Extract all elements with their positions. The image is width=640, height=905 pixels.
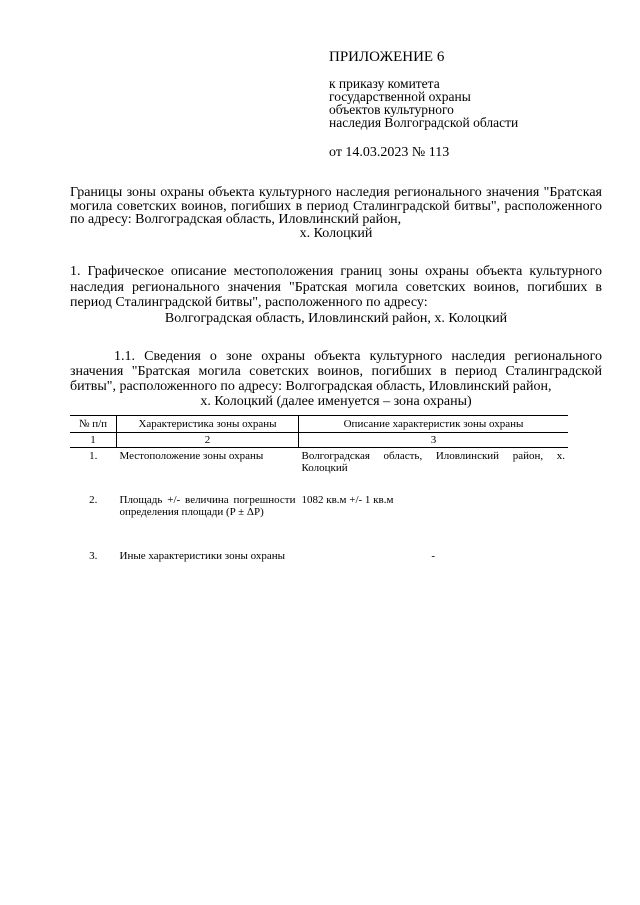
row-characteristic: Площадь +/- величина погрешности определения площади (P ± ΔP) (119, 494, 296, 518)
row-number: 2. (89, 494, 98, 506)
row-characteristic: Местоположение зоны охраны (119, 450, 264, 462)
row-description: 1082 кв.м +/- 1 кв.м (301, 494, 394, 506)
appendix-date: от 14.03.2023 № 113 (329, 145, 450, 160)
table-header-row (70, 416, 568, 433)
table-row (70, 448, 568, 493)
appendix-line: наследия Волгоградской области (329, 115, 519, 130)
table-row (70, 548, 568, 564)
section-1 (70, 264, 602, 326)
section-1-1 (70, 349, 602, 409)
row-description: Волгоградская область, Иловлинский район, х. Колоцкий (301, 450, 565, 474)
zone-table (70, 415, 568, 564)
row-number: 3. (89, 550, 98, 562)
table-column-numbers-row (70, 433, 568, 448)
document-heading (70, 186, 602, 240)
table-row (70, 492, 568, 548)
appendix-line: к приказу комитета (329, 76, 440, 91)
appendix-block (329, 50, 518, 160)
column-number: 1 (70, 433, 117, 448)
heading-last-line: х. Колоцкий (299, 225, 373, 241)
header-characteristic: Характеристика зоны охраны (117, 416, 299, 433)
row-characteristic: Иные характеристики зоны охраны (119, 550, 285, 562)
section-1-1-text: 1.1. Сведения о зоне охраны объекта культурного наследия регионального значения "Братская могила советских воинов, погибших в период Сталинградской битвы", расположенного по адресу: Волгоградская область, Иловлинский район, (70, 349, 602, 394)
header-number: № п/п (70, 416, 117, 433)
section-1-last-line: Волгоградская область, Иловлинский район, х. Колоцкий (164, 310, 508, 326)
row-number: 1. (89, 450, 98, 462)
column-number: 2 (117, 433, 299, 448)
column-number: 3 (299, 433, 569, 448)
row-description: - (431, 550, 436, 562)
header-description: Описание характеристик зоны охраны (343, 418, 524, 430)
appendix-line: государственной охраны (329, 89, 471, 104)
heading-text: Границы зоны охраны объекта культурного наследия регионального значения "Братская могила советских воинов, погибших в период Сталинградской битвы", расположенного по адресу: Волгоградская область, Иловлинский район, (70, 185, 602, 227)
section-1-text: 1. Графическое описание местоположения границ зоны охраны объекта культурного наследия регионального значения "Братская могила советских воинов, погибших в период Сталинградской битвы", расположенного по адресу: (70, 264, 602, 310)
appendix-line: объектов культурного (329, 102, 454, 117)
appendix-title: ПРИЛОЖЕНИЕ 6 (329, 49, 445, 65)
section-1-1-last-line: х. Колоцкий (далее именуется – зона охраны) (200, 394, 472, 409)
